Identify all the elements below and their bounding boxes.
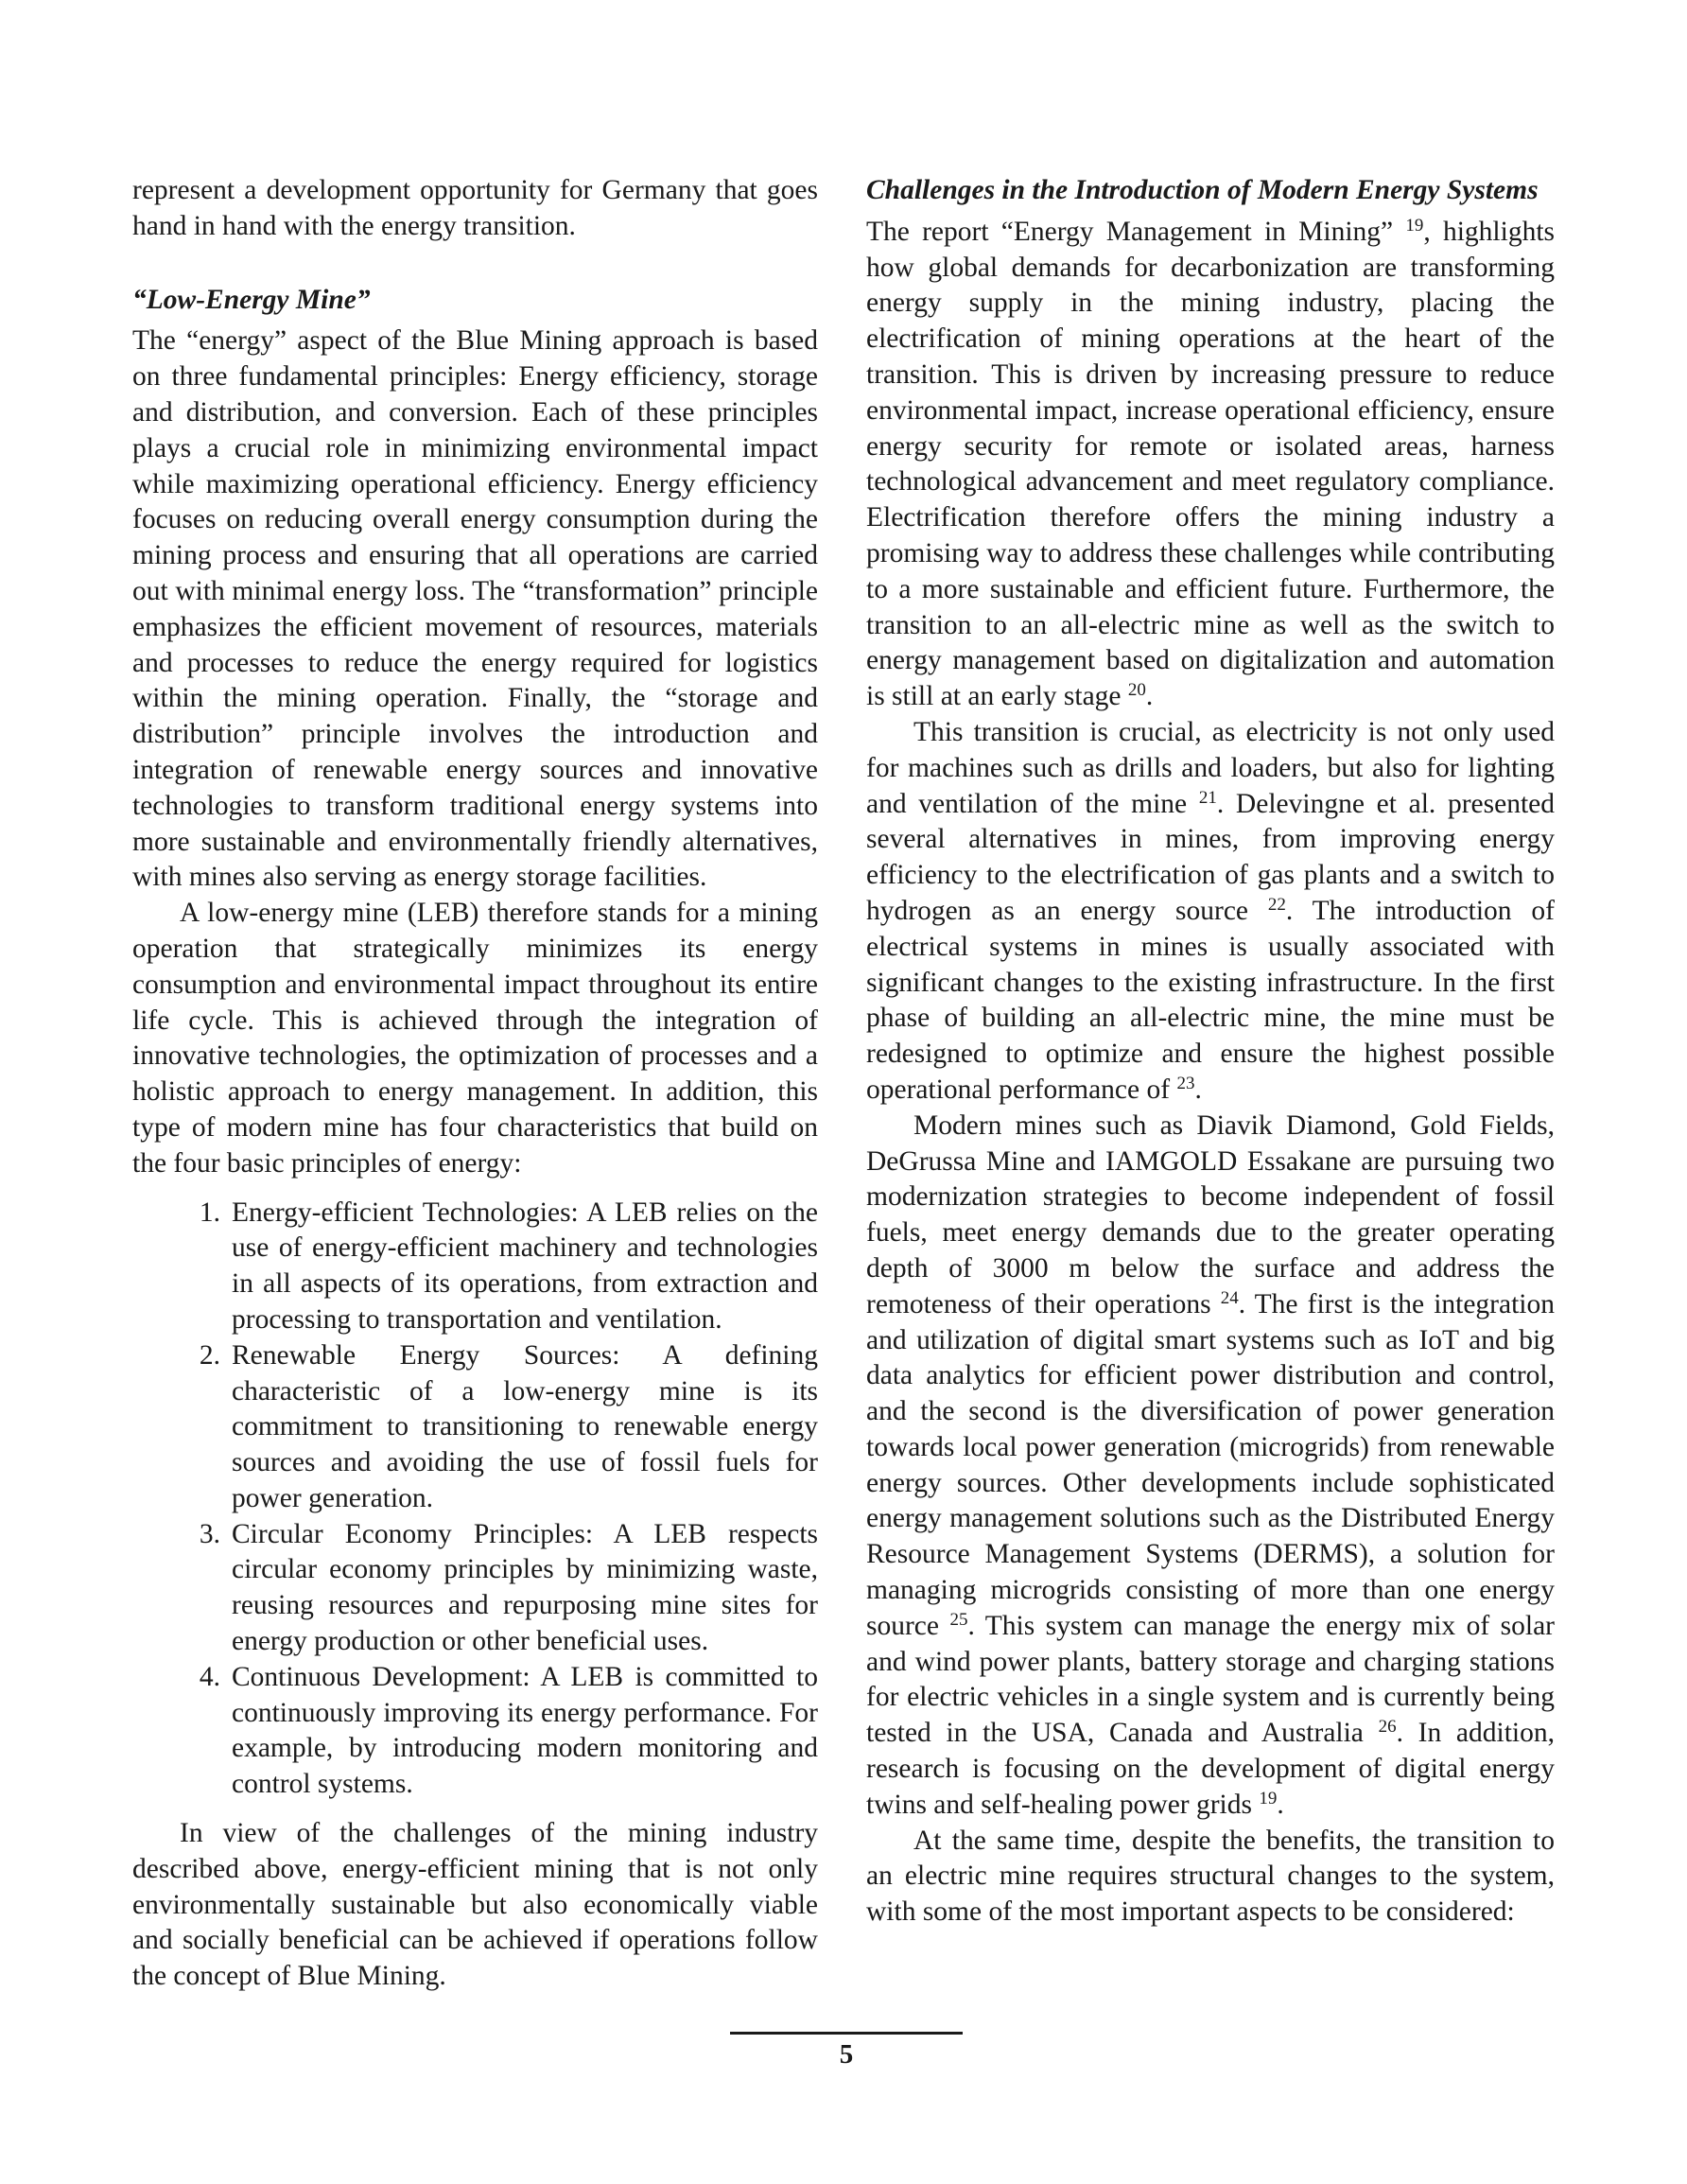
left-column [132,173,818,1995]
footer-rule [730,2032,963,2035]
paragraph-leb-definition: A low-energy mine (LEB) therefore stands for a mining operation that strategically minimizes its energy consumption and environmental impact throughout its entire life cycle. This is achieved through the integration of innovative technologies, the optimization of processes and a holistic approach to energy management. In addition, this type of modern mine has four characteristics that build on the four basic principles of energy: [132,898,818,1179]
citation-ref: 22 [1267,894,1286,915]
citation-ref: 23 [1176,1073,1195,1093]
list-item-number: 2. [199,1339,220,1371]
paragraph-structural-changes: At the same time, despite the benefits, the transition to an electric mine requires structural changes to the system, with some of the most important aspects to be considered: [866,1825,1555,1928]
paragraph-intro-continuation: represent a development opportunity for Germany that goes hand in hand with the energy transition. [132,175,818,241]
list-item-text: Renewable Energy Sources: A defining characteristic of a low-energy mine is its commitment to transitioning to renewable energy sources and avoiding the use of fossil fuels for power generation. [232,1339,818,1513]
paragraph-transition-crucial: This transition is crucial, as electricity is not only used for machines such as drills and loaders, but also for lighting and ventilation of the mine $^{21}$. Delevingne et al. presented several alternatives in mines, from improving energy efficiency to the electrification of gas plants and a switch to hydrogen as an energy source $^{22}$. The introduction of electrical systems in mines is usually associated with significant changes to the existing infrastructure. In the first phase of building an all-electric mine, the mine must be redesigned to optimize and ensure the highest possible operational performance of $^{23}$. [866,716,1555,1105]
paragraph-conclusion: In view of the challenges of the mining industry described above, energy-efficient mining that is not only environmentally sustainable but also economically viable and socially beneficial can be achieved if operations follow the concept of Blue Mining. [132,1818,818,1992]
list-item-number: 1. [199,1197,220,1228]
list-item [132,1517,818,1660]
list-item [132,1338,818,1517]
list-item-text: Continuous Development: A LEB is committed to continuously improving its energy performance. For example, by introducing modern monitoring and control systems. [232,1661,818,1800]
right-column [866,173,1555,1931]
section-heading-low-energy-mine: “Low-Energy Mine” [132,284,371,315]
characteristics-list [132,1196,818,1804]
citation-ref: 26 [1378,1717,1397,1738]
page-number: 5 [839,2039,854,2070]
citation-ref: 20 [1127,680,1146,701]
list-item [132,1196,818,1338]
citation-ref: 21 [1198,787,1217,808]
list-item-text: Circular Economy Principles: A LEB respects circular economy principles by minimizing waste, reusing resources and repurposing mine sites for energy production or other beneficial uses. [232,1518,818,1657]
list-item-text: Energy-efficient Technologies: A LEB relies on the use of energy-efficient machinery and technologies in all aspects of its operations, from extraction and processing to transportation and ventilation. [232,1197,818,1335]
list-item-number: 3. [199,1518,220,1549]
citation-ref: 19 [1259,1788,1278,1808]
paragraph-modern-mines: Modern mines such as Diavik Diamond, Gold Fields, DeGrussa Mine and IAMGOLD Essakane are pursuing two modernization strategies to become independent of fossil fuels, meet energy demands due to the greater operating depth of 3000 m below the surface and address the remoteness of their operations $^{24}$. The first is the integration and utilization of digital smart systems such as IoT and big data analytics for efficient power distribution and control, and the second is the diversification of power generation towards local power generation (microgrids) from renewable energy sources. Other developments include sophisticated energy management solutions such as the Distributed Energy Resource Management Systems (DERMS), a solution for managing microgrids consisting of more than one energy source $^{25}$. This system can manage the energy mix of solar and wind power plants, battery storage and charging stations for electric vehicles in a single system and is currently being tested in the USA, Canada and Australia $^{26}$. In addition, research is focusing on the development of digital energy twins and self-healing power grids $^{19}$. [866,1109,1555,1820]
paragraph-energy-principles: The “energy” aspect of the Blue Mining approach is based on three fundamental principles: Energy efficiency, storage and distribution, and conversion. Each of these principles plays a crucial role in minimizing environmental impact while maximizing operational efficiency. Energy efficiency focuses on reducing overall energy consumption during the mining process and ensuring that all operations are carried out with minimal energy loss. The “transformation” principle emphasizes the efficient movement of resources, materials and processes to reduce the energy required for logistics within the mining operation. Finally, the “storage and distribution” principle involves the introduction and integration of renewable energy sources and innovative technologies to transform traditional energy systems into more sustainable and environmentally friendly alternatives, with mines also serving as energy storage facilities. [132,325,818,893]
list-item [132,1660,818,1803]
citation-ref: 25 [949,1609,968,1630]
paragraph-energy-management-report: The report “Energy Management in Mining” $^{19}$, highlights how global demands for decarbonization are transforming energy supply in the mining industry, placing the electrification of mining operations at the heart of the transition. This is driven by increasing pressure to reduce environmental impact, increase operational efficiency, ensure energy security for remote or isolated areas, harness technological advancement and meet regulatory compliance. Electrification therefore offers the mining industry a promising way to address these challenges while contributing to a more sustainable and efficient future. Furthermore, the transition to an all-electric mine as well as the switch to energy management based on digitalization and automation is still at an early stage $^{20}$. [866,215,1555,712]
citation-ref: 24 [1220,1287,1239,1308]
section-heading-challenges: Challenges in the Introduction of Modern Energy Systems [866,175,1539,205]
list-item-number: 4. [199,1661,220,1692]
citation-ref: 19 [1405,215,1424,236]
